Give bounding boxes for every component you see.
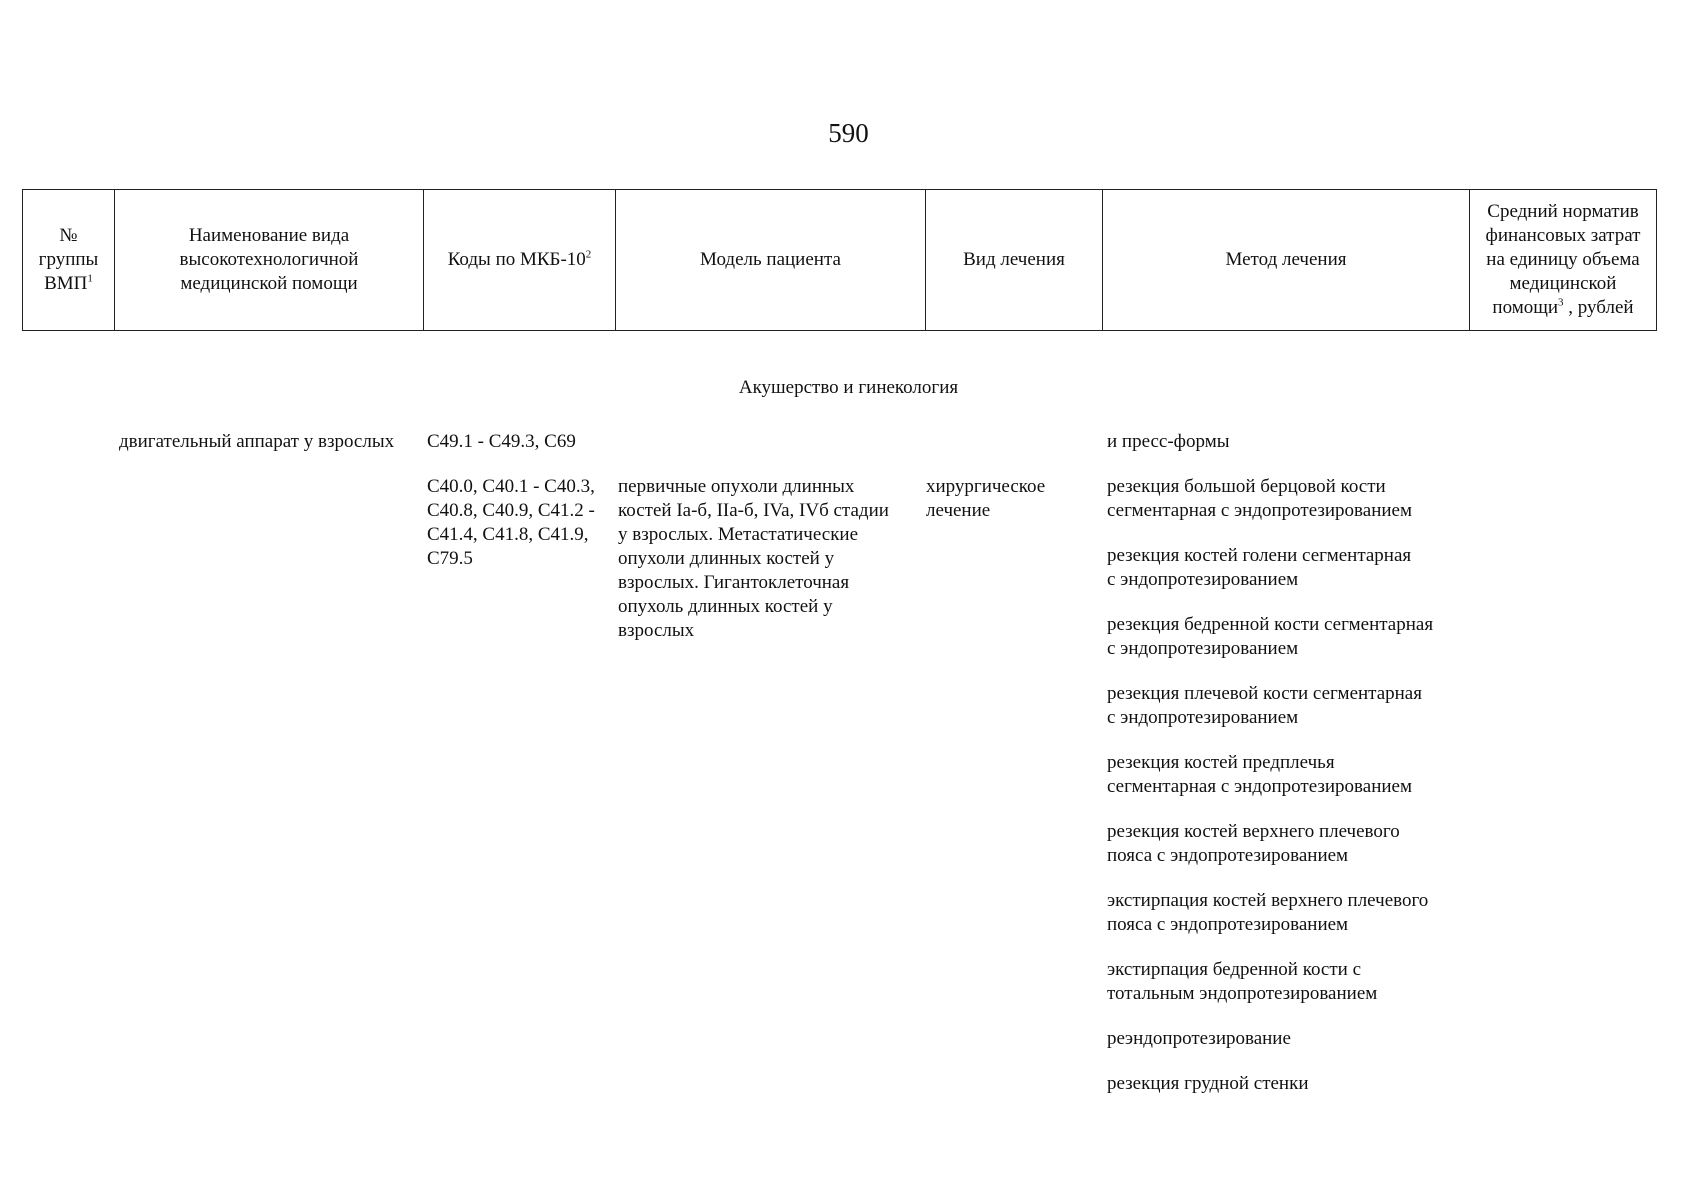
method-item: резекция большой берцовой кости сегментарная с эндопротезированием — [1107, 476, 1413, 521]
row2-icd-codes: C40.0, C40.1 - C40.3, C40.8, C40.9, C41.2 - C41.4, C41.8, C41.9, C79.5 — [427, 476, 595, 569]
header-patient-model: Модель пациента — [616, 190, 926, 331]
page-number: 590 — [828, 118, 869, 148]
header-care-type: Наименование вида высокотехнологичной медицинской помощи — [115, 190, 424, 331]
table-header — [22, 189, 1657, 331]
method-item: резекция грудной стенки — [1107, 1073, 1309, 1094]
method-item: реэндопротезирование — [1107, 1028, 1291, 1049]
method-item: экстирпация костей верхнего плечевого пояса с эндопротезированием — [1107, 890, 1429, 935]
method-item: резекция костей верхнего плечевого пояса с эндопротезированием — [1107, 821, 1400, 866]
header-icd-codes: Коды по МКБ-$10^2$ — [424, 190, 616, 331]
row1-method: и пресс-формы — [1107, 431, 1230, 452]
section-title: Акушерство и гинекология — [738, 377, 959, 398]
method-item: резекция бедренной кости сегментарная с эндопротезированием — [1107, 614, 1434, 659]
row1-icd-codes: C49.1 - C49.3, C69 — [427, 431, 576, 452]
method-item: резекция костей голени сегментарная с эндопротезированием — [1107, 545, 1412, 590]
header-cost-norm: Средний норматив финансовых затрат на единицу объема медицинской помощи$^3$ , рублей — [1470, 190, 1657, 331]
row2-patient-model: первичные опухоли длинных костей Ia-б, IIa-б, IVa, IVб стадии у взрослых. Метастатические опухоли длинных костей у взрослых. Гигантоклеточная опухоль длинных костей у взрослых — [618, 476, 889, 641]
row1-care-name: двигательный аппарат у взрослых — [119, 431, 395, 452]
method-item: экстирпация бедренной кости с тотальным эндопротезированием — [1107, 959, 1378, 1004]
method-item: резекция костей предплечья сегментарная с эндопротезированием — [1107, 752, 1413, 797]
method-item: резекция плечевой кости сегментарная с эндопротезированием — [1107, 683, 1422, 728]
header-treatment-method: Метод лечения — [1103, 190, 1470, 331]
header-treatment-type: Вид лечения — [926, 190, 1103, 331]
row2-treatment-type: хирургическое лечение — [926, 476, 1046, 521]
header-group-number: № группы ВМП$^1$ — [23, 190, 115, 331]
